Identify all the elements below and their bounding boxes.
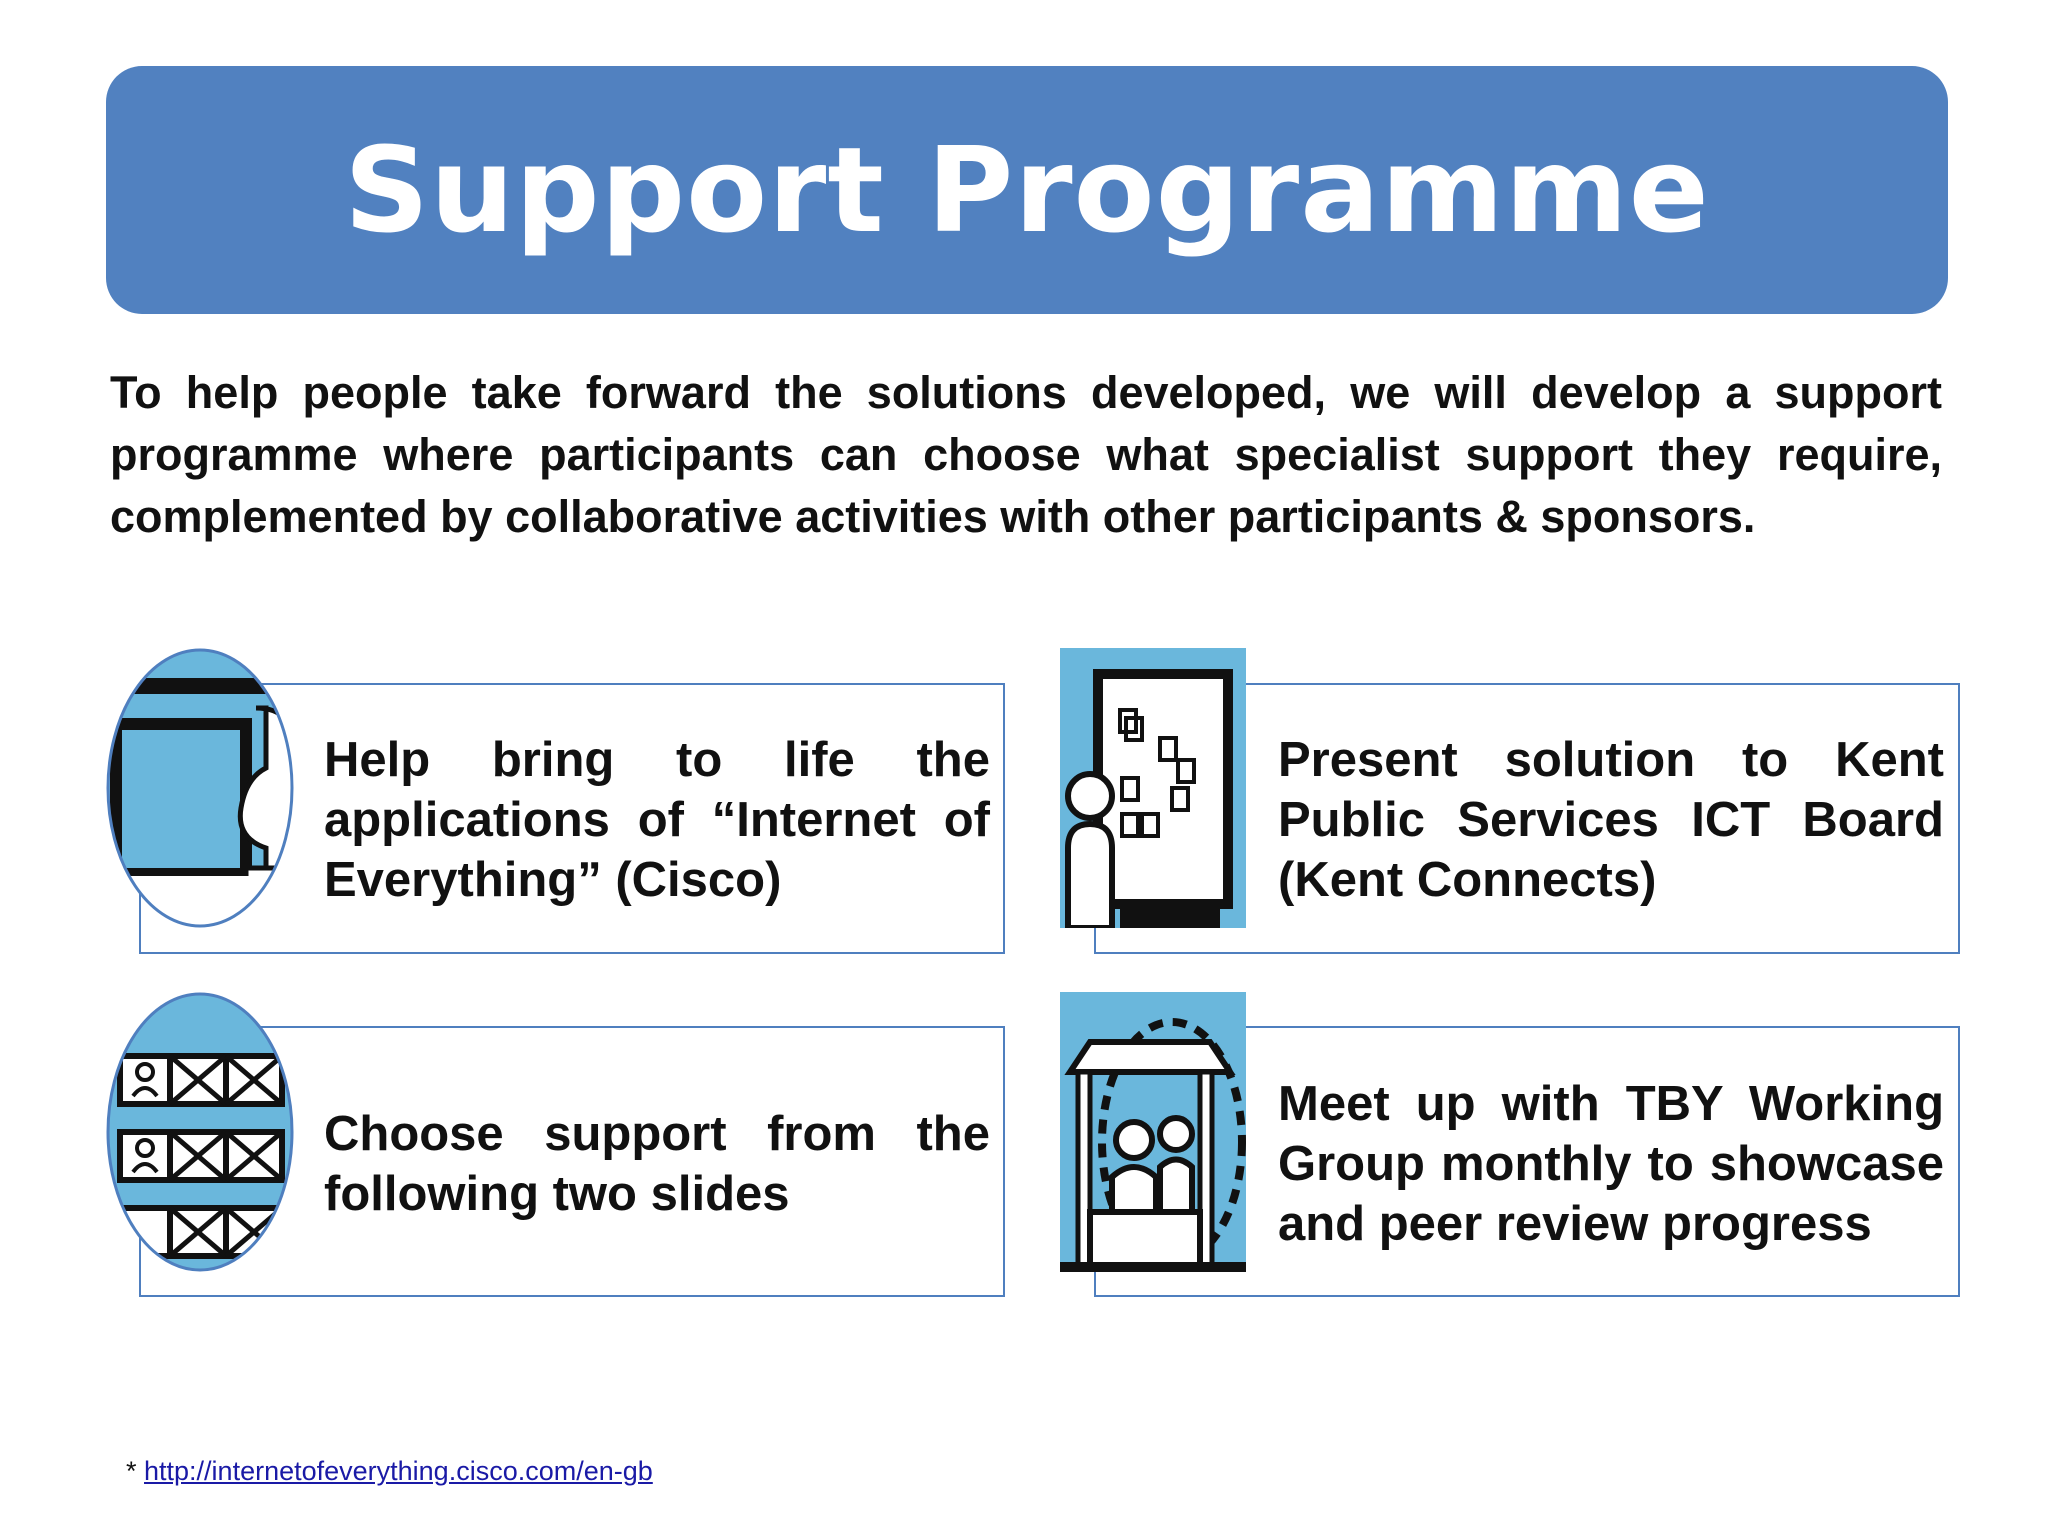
presentation-board-icon <box>1060 648 1246 928</box>
card-tby-meetup-text: Meet up with TBY Working Group monthly to showcase and peer review progress <box>1278 1077 1944 1251</box>
checklist-grid-icon <box>106 992 294 1272</box>
cisco-ioe-link[interactable]: http://internetofeverything.cisco.com/en-gb <box>144 1456 653 1486</box>
title-banner <box>106 66 1948 314</box>
intro-paragraph: To help people take forward the solutions developed, we will develop a support programme where participants can choose what specialist support they require, complemented by collaborative activities with other participants & sponsors. <box>110 367 1942 542</box>
card-iot-text: Help bring to life the applications of “Internet of Everything” (Cisco) <box>324 733 990 907</box>
page-title: Support Programme <box>344 121 1710 259</box>
tablet-touch-icon <box>106 648 294 928</box>
card-choose-support-text: Choose support from the following two slides <box>324 1107 990 1221</box>
meeting-booth-icon <box>1060 992 1246 1272</box>
footnote <box>126 1456 653 1487</box>
card-kent-board-text: Present solution to Kent Public Services ICT Board (Kent Connects) <box>1278 733 1944 907</box>
footnote-marker: * <box>126 1456 145 1486</box>
